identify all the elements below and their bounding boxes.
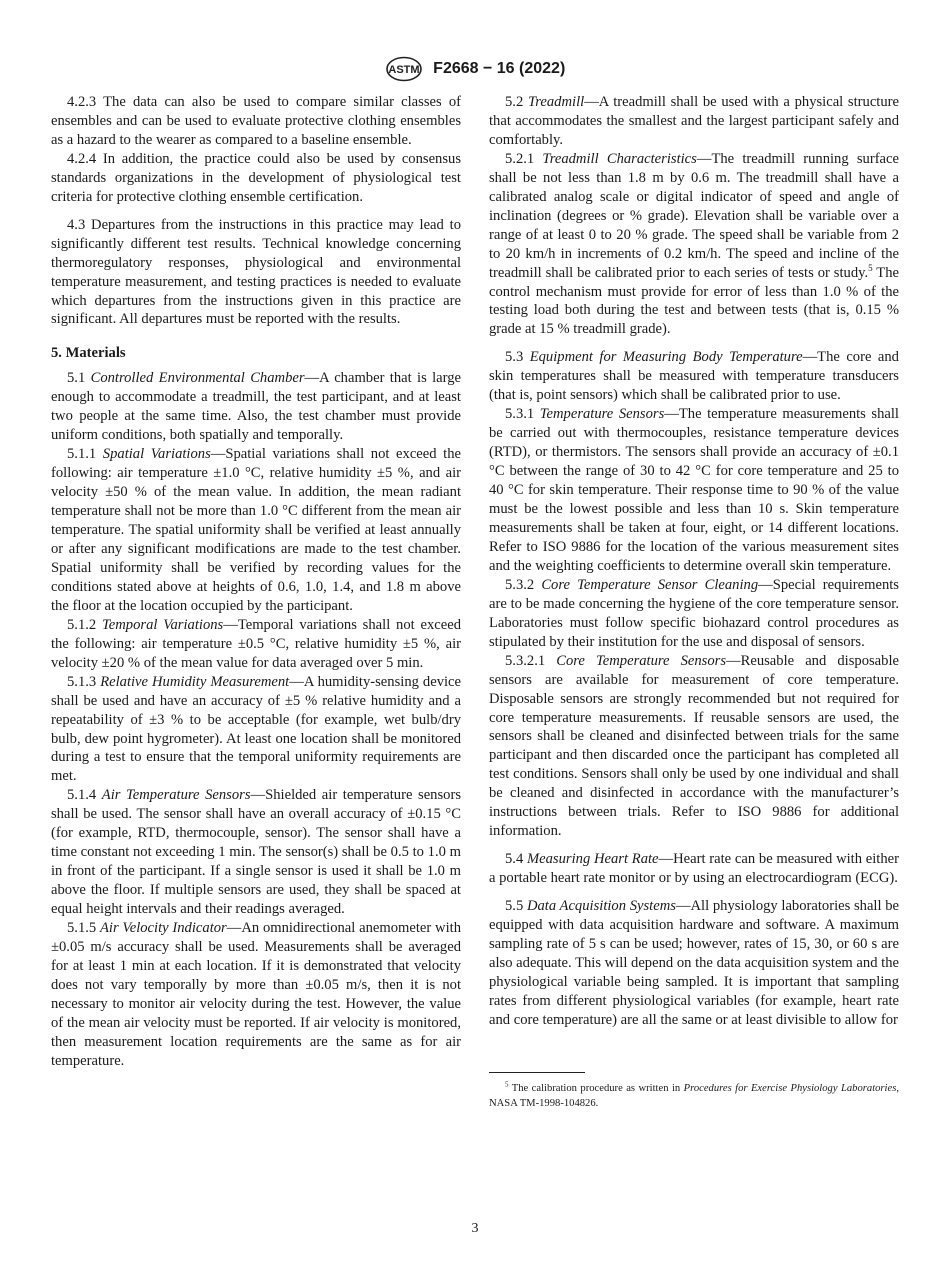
para-4-2-4: 4.2.4 In addition, the practice could also be used by consensus standards organizations in the development of physiological test criteria for protective clothing ensemble certification.: [51, 150, 461, 205]
para-5-1-title: Controlled Environmental Chamber: [90, 370, 305, 387]
para-5-2-title: Treadmill: [527, 94, 585, 110]
standard-designation: F2668 − 16 (2022): [433, 60, 566, 77]
para-5-5-title: Data Acquisition Systems: [526, 898, 676, 915]
para-5-1-1: 5.1.1 Spatial Variations—Spatial variations shall not exceed the following: air temperature ±1.0 °C, relative humidity ±5 %, and air velocity ±50 % of the mean value. In addition, the mean radiant temperature shall not be more than 1.0 °C different from the mean air temperature. The spatial uniformity shall be verified at least annually or after any significant modifications are made to the test chamber. Spatial uniformity shall be verified by recording values for the conditions stated above at heights of 0.6, 1.0, 1.4, and 1.8 m above the floor at the location occupied by the participant.: [51, 446, 461, 614]
footnote-5-title: Procedures for Exercise Physiology Laboratories: [683, 1082, 897, 1094]
para-4-3: 4.3 Departures from the instructions in this practice may lead to significantly different test results. Technical knowledge concerning thermoregulatory responses, physiological and environmental temperature measurement, and testing practices is needed to evaluate which departures from the instructions given in this practice are significant. All departures must be reported with the results.: [51, 216, 461, 328]
para-5-3: 5.3 Equipment for Measuring Body Temperature—The core and skin temperatures shall be measured with temperature transducers (that is, point sensors) which shall be calibrated prior to use.: [489, 349, 899, 404]
para-5-4-title: Measuring Heart Rate: [527, 851, 659, 868]
para-5-1-5-title: Air Velocity Indicator: [99, 920, 227, 937]
left-column: [51, 93, 461, 1071]
para-5-3-2-title: Core Temperature Sensor Cleaning: [541, 576, 759, 593]
para-5-3-2-1: 5.3.2.1 Core Temperature Sensors—Reusable and disposable sensors are available for measurement of core temperature. Disposable sensors are strongly recommended but not required for core temperature measurements. If reusable sensors are used, the sensors shall be cleaned and disinfected between trials for the same participant and then discarded once the participant has completed all test conditions. Sensors shall only be used by one individual and shall be cleaned and disinfected in accordance with the manufacturer’s instructions between trials. Refer to ISO 9886 for additional information.: [489, 652, 899, 840]
para-5-3-2-1-title: Core Temperature Sensors: [556, 652, 727, 669]
para-5-1-4-title: Air Temperature Sensors: [101, 787, 251, 804]
astm-logo: [385, 56, 423, 82]
para-5-1-4: 5.1.4 Air Temperature Sensors—Shielded air temperature sensors shall be used. The sensor shall have an overall accuracy of ±0.15 °C (for example, RTD, thermocouple, sensor). The sensor shall have a time constant not exceeding 1 min. The sensor(s) shall be 0.5 to 1.0 m in front of the participant. If a single sensor is used it shall be 1.0 m above the floor. If multiple sensors are used, they shall be spaced at equal height intervals and their readings averaged.: [51, 787, 461, 918]
para-5-1-5: 5.1.5 Air Velocity Indicator—An omnidirectional anemometer with ±0.05 m/s accuracy shall be used. Measurements shall be averaged for at least 1 min at each location. If it is demonstrated that velocity does not vary temporally by more than ±0.05 m/s, then it is not necessary to monitor air velocity during the test. However, the value of the mean air velocity must be reported. If air velocity is monitored, then measurement location requirements are the same as for air temperature.: [51, 920, 461, 1069]
page-header: [0, 56, 950, 82]
right-column: [489, 93, 899, 1111]
footnote-ref-5: 5: [868, 262, 873, 273]
section-heading-materials: 5. Materials: [51, 345, 126, 362]
para-5-3-1-title: Temperature Sensors: [539, 406, 665, 423]
para-5-2-1-title: Treadmill Characteristics: [542, 150, 697, 167]
para-5-1-2: 5.1.2 Temporal Variations—Temporal variations shall not exceed the following: air temperature ±0.5 °C, relative humidity ±5 %, air velocity ±20 % of the mean value for data averaged over 5 min.: [51, 616, 461, 671]
para-5-1: 5.1 Controlled Environmental Chamber—A chamber that is large enough to accommodate a treadmill, the test participant, and at least two people at the same time. Also, the test chamber must provide uniform conditions, both spatially and temporally.: [51, 370, 462, 444]
para-5-1-2-title: Temporal Variations: [102, 616, 224, 633]
para-5-5: 5.5 Data Acquisition Systems—All physiology laboratories shall be equipped with data acquisition hardware and software. A maximum sampling rate of 5 s can be used; however, rates of 15, 30, or 60 s are also adequate. This will depend on the data acquisition system and the physiological variable being sampled. It is important that sampling rates from different physiological variables (for example, heart rate and core temperature) are all the same or at least divisible to allow for: [489, 898, 899, 1028]
page-number: 3: [471, 1221, 479, 1236]
para-5-3-title: Equipment for Measuring Body Temperature: [529, 349, 803, 366]
para-4-2-3: 4.2.3 The data can also be used to compare similar classes of ensembles and can be used to evaluate protective clothing ensembles as a hazard to the wearer as compared to a baseline ensemble.: [51, 94, 461, 148]
para-5-3-1: 5.3.1 Temperature Sensors—The temperature measurements shall be carried out with thermocouples, resistance temperature devices (RTD), or thermistors. The sensors shall provide an accuracy of ±0.1 °C between the range of 30 to 42 °C for core temperature and 25 to 40 °C for skin temperature. Their response time to 90 % of the value must be the lowest possible and less than 10 s. Skin temperature measurements shall be taken at four, eight, or 14 different locations. Refer to ISO 9886 for the location of the various measurement sites and the weighting coefficients to determine overall skin temperature.: [489, 406, 899, 574]
para-5-1-1-title: Spatial Variations: [102, 446, 211, 463]
para-5-1-3: 5.1.3 Relative Humidity Measurement—A humidity-sensing device shall be used and have an accuracy of ±5 % relative humidity and a repeatability of ±3 % to be acceptable (for example, wet bulb/dry bulb, dew point hygrometer). At least one location shall be monitored during a test to ensure that the temporal uniformity requirements are met.: [51, 673, 461, 785]
para-5-4: 5.4 Measuring Heart Rate—Heart rate can be measured with either a portable heart rate monitor or by using an electrocardiogram (ECG).: [489, 851, 899, 887]
footnote-divider: [489, 1072, 585, 1073]
para-5-2-1: 5.2.1 Treadmill Characteristics—The treadmill running surface shall be not less than 1.8 m by 0.6 m. The treadmill shall have a calibrated analog scale or digital indicator of speed and angle of inclination (degrees or % grade). Elevation shall be variable over a range of at least 0 to 20 % grade. The speed shall be variable from 2 to 20 km/h in increments of 0.2 km/h. The speed and incline of the treadmill shall be calibrated prior to each series of tests or study.$^5$ The control mechanism must provide for error of less than 1.0 % of the testing load both during the test and between tests (that is, 0.15 % grade at 15 % treadmill grade).: [489, 150, 899, 338]
astm-logo-text: ASTM: [388, 64, 420, 76]
para-5-3-2: 5.3.2 Core Temperature Sensor Cleaning—Special requirements are to be made concerning the hygiene of the core temperature sensor. Laboratories must follow specific biohazard control procedures as stipulated by their institution for the use and disposal of sensors.: [489, 576, 899, 650]
footnote-5: $^5$ The calibration procedure as written in Procedures for Exercise Physiology Laboratories, NASA TM-1998-104826.: [489, 1080, 899, 1109]
para-5-2: 5.2 Treadmill—A treadmill shall be used with a physical structure that accommodates the smallest and the largest participant safely and comfortably.: [489, 94, 899, 148]
para-5-1-3-title: Relative Humidity Measurement: [100, 673, 290, 690]
